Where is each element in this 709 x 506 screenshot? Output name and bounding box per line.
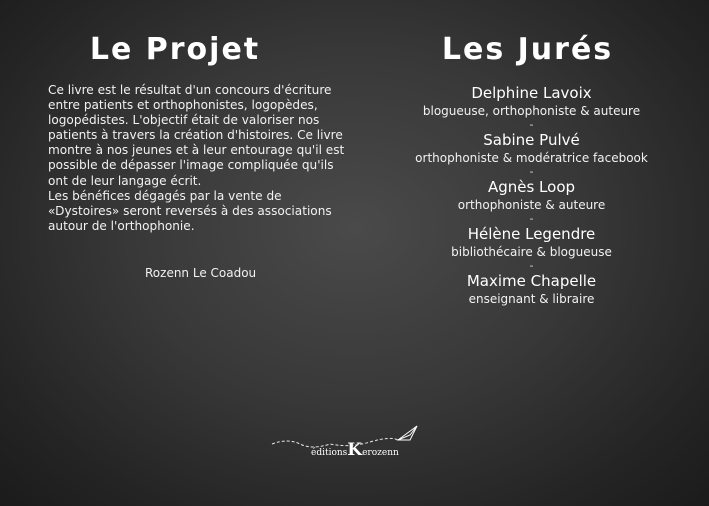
juror-name: Maxime Chapelle: [466, 272, 597, 290]
juror-role: blogueuse, orthophoniste & auteure: [422, 104, 641, 118]
jury-list: [354, 84, 709, 307]
publisher-suffix: erozenn: [362, 448, 399, 458]
project-paragraph-1: Ce livre est le résultat d'un concours d'écriture entre patients et orthophonistes, logopèdes, logopédistes. L'objectif était de valoriser nos patients à travers la création d'histoires. Ce livre montre à nos jeunes et à leur entourage qu'il est possible de dépasser l'image compliquée qu'ils ont de leur langage écrit.: [48, 83, 345, 188]
publisher-logo: [270, 424, 430, 460]
juror-name: Hélène Legendre: [467, 225, 596, 243]
project-paragraph-2: Les bénéfices dégagés par la vente de «Dystoires» seront reversés à des associations autour de l'orthophonie.: [48, 188, 332, 233]
juror-separator: -: [529, 212, 534, 225]
project-heading: Le Projet: [89, 32, 261, 67]
publisher-k-letter: K: [347, 440, 363, 460]
project-description: [48, 83, 348, 234]
juror-role: orthophoniste & modératrice facebook: [415, 151, 648, 165]
author-signature: Rozenn Le Coadou: [145, 266, 257, 280]
juror-name: Agnès Loop: [487, 178, 576, 196]
juror-name: Delphine Lavoix: [471, 84, 592, 102]
juror-name: Sabine Pulvé: [483, 131, 580, 149]
juror-separator: -: [529, 118, 534, 131]
jury-heading: Les Jurés: [441, 32, 614, 67]
publisher-name: [311, 440, 399, 460]
juror-separator: -: [529, 259, 534, 272]
juror-role: bibliothécaire & blogueuse: [451, 245, 612, 259]
juror-role: enseignant & libraire: [468, 292, 595, 306]
publisher-prefix: éditions: [311, 448, 348, 458]
juror-role: orthophoniste & auteure: [457, 198, 606, 212]
juror-separator: -: [529, 165, 534, 178]
